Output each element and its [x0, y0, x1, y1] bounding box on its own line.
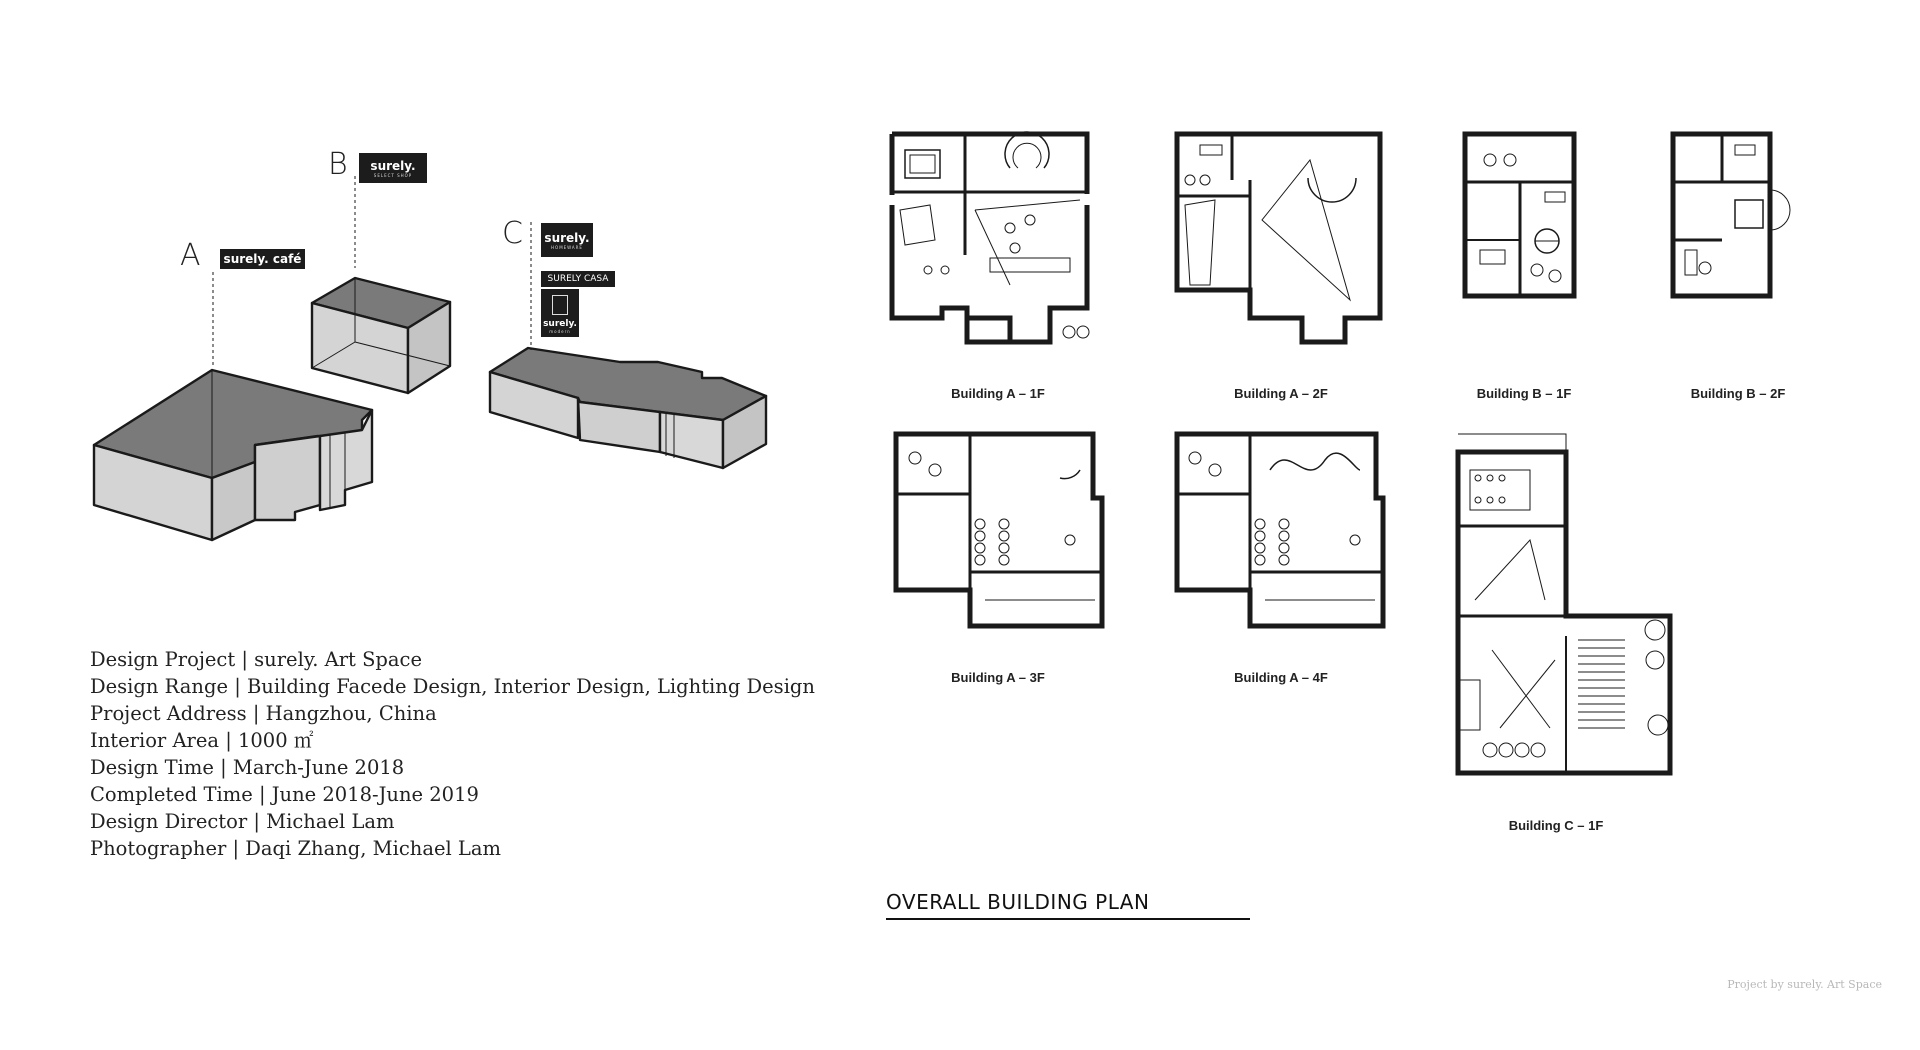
homeware-logo [541, 223, 593, 257]
project-info [90, 646, 815, 862]
modern-logo [541, 289, 579, 337]
plan-label-a2: Building A – 2F [1234, 386, 1328, 401]
casa-logo: SURELY CASA [541, 271, 615, 287]
plan-label-a3: Building A – 3F [951, 670, 1045, 685]
plan-a-2f [1177, 134, 1380, 342]
modern-logo-sub: modern [549, 329, 571, 334]
modern-logo-mark-icon [552, 295, 568, 315]
modern-logo-text: surely. [543, 319, 577, 329]
building-c-letter: C [502, 216, 523, 251]
info-line: Interior Area | 1000 ㎡ [90, 729, 314, 752]
select-shop-logo-text: surely. [370, 158, 416, 173]
homeware-logo-sub: HOMEWARE [551, 244, 583, 250]
plan-b-1f [1465, 134, 1574, 296]
info-line: Design Director | Michael Lam [90, 810, 395, 833]
building-c-wall-3 [660, 412, 723, 468]
info-line: Design Range | Building Facede Design, Interior Design, Lighting Design [90, 675, 815, 698]
info-line: Photographer | Daqi Zhang, Michael Lam [90, 837, 501, 860]
info-line: Design Project | surely. Art Space [90, 648, 423, 671]
select-shop-logo-sub: SELECT SHOP [373, 172, 413, 178]
info-line: Design Time | March-June 2018 [90, 756, 405, 779]
info-line: Project Address | Hangzhou, China [90, 702, 437, 725]
plan-label-a4: Building A – 4F [1234, 670, 1328, 685]
building-b-letter: B [328, 147, 348, 182]
plan-label-b2: Building B – 2F [1690, 386, 1786, 401]
plan-label-b1: Building B – 1F [1476, 386, 1572, 401]
cafe-logo: surely. café [220, 249, 305, 269]
homeware-logo-text: surely. [544, 230, 590, 245]
plan-c-1f [1458, 434, 1670, 773]
plan-a-4f [1177, 434, 1383, 626]
select-shop-logo [359, 153, 427, 183]
plan-a-3f [896, 434, 1102, 626]
overall-plan-title: OVERALL BUILDING PLAN [886, 890, 1250, 920]
plan-label-c1: Building C – 1F [1508, 818, 1604, 833]
plan-a-1f [892, 132, 1089, 342]
plan-b-2f [1673, 134, 1790, 296]
building-a-wall-wing [255, 436, 320, 520]
info-line: Completed Time | June 2018-June 2019 [90, 783, 479, 806]
plan-label-a1: Building A – 1F [951, 386, 1045, 401]
credit-text: Project by surely. Art Space [1727, 978, 1882, 991]
building-a-letter: A [180, 238, 201, 273]
